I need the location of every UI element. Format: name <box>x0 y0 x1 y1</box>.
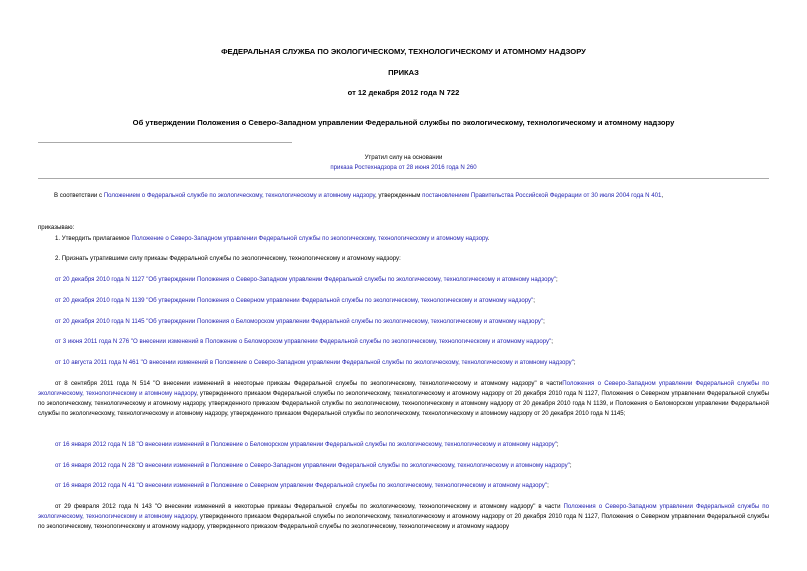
list-item-suffix: ; <box>569 462 572 469</box>
item-2: 2. Признать утратившими силу приказы Федеральной службы по экологическому, технологическому и атомному надзору: <box>55 255 401 262</box>
repeal-order-link[interactable]: приказа Ростехнадзора от 28 июня 2016 года N 260 <box>330 164 477 171</box>
list-item-link[interactable]: от 10 августа 2011 года N 461 "О внесении изменений в Положение о Северо-Западном управлении Федеральной службы по экологическому, технологическому и атомному надзору" <box>55 359 574 366</box>
divider-top <box>38 142 292 143</box>
agency-heading: ФЕДЕРАЛЬНАЯ СЛУЖБА ПО ЭКОЛОГИЧЕСКОМУ, ТЕХНОЛОГИЧЕСКОМУ И АТОМНОМУ НАДЗОРУ <box>221 47 586 56</box>
preamble-paragraph <box>38 191 769 201</box>
list-item <box>55 296 535 306</box>
order-word: приказываю: <box>38 224 75 231</box>
date-number-heading: от 12 декабря 2012 года N 722 <box>347 88 460 97</box>
item-sep-prefix: от 8 сентября 2011 года N 514 "О внесении изменений в некоторые приказы Федеральной службы по экологическому, технологическому и атомному надзору" в части <box>55 380 563 387</box>
item-1-link[interactable]: Положение о Северо-Западном управлении Федеральной службы по экологическому, технологическому и атомному надзору <box>131 235 488 242</box>
list-item-link[interactable]: от 16 января 2012 года N 41 "О внесении изменений в Положение о Северном управлении Федеральной службы по экологическому, технологическому и атомному надзору" <box>55 482 548 489</box>
preamble-link-regulation[interactable]: Положением о Федеральной службе по экологическому, технологическому и атомному надзору <box>103 192 375 199</box>
list-item-suffix: ; <box>551 338 553 345</box>
status-note-line2 <box>0 163 807 172</box>
divider-bottom <box>38 178 769 179</box>
list-item-link[interactable]: от 20 декабря 2010 года N 1145 "Об утверждении Положения о Беломорском управлении Федеральной службы по экологическому, технологическому и атомному надзору" <box>55 318 544 325</box>
item-feb-prefix: от 29 февраля 2012 года N 143 "О внесении изменений в некоторые приказы Федеральной службы по экологическому, технологическому и атомному надзору" в части <box>55 503 564 510</box>
list-item <box>55 275 558 285</box>
list-item-link[interactable]: от 20 декабря 2010 года N 1127 "Об утверждении Положения о Северо-Западном управлении Федеральной службы по экологическому, технологическому и атомному надзору" <box>55 276 556 283</box>
item-feb-suffix: , утвержденного приказом Федеральной службы по экологическому, технологическому и атомному надзору от 20 декабря 2010 года N 1127, Положения о Северном управлении Федеральной службы по экологическому, технологическому и атомному надзору, утвержденного приказом Федеральной службы по экологическому, технологическому и атомному надзору <box>38 513 769 530</box>
status-note-line1: Утратил силу на основании <box>364 154 443 161</box>
list-item-suffix: ; <box>556 441 559 448</box>
list-item <box>55 440 559 450</box>
list-item-suffix: ; <box>547 482 549 489</box>
list-item <box>55 337 553 347</box>
item-sep-paragraph <box>38 379 769 419</box>
preamble-suffix: , <box>661 192 664 199</box>
list-item-suffix: ; <box>573 359 576 366</box>
page-title: Об утверждении Положения о Северо-Западном управлении Федеральной службы по экологическому, технологическому и атомному надзору <box>132 118 675 127</box>
doc-type-heading: ПРИКАЗ <box>388 68 419 77</box>
list-item-link[interactable]: от 16 января 2012 года N 28 "О внесении изменений в Положение о Северо-Западном управлении Федеральной службы по экологическому, технологическому и атомному надзору" <box>55 462 570 469</box>
list-item <box>55 461 572 471</box>
item-1-prefix: 1. Утвердить прилагаемое <box>55 235 132 242</box>
list-item-suffix: ; <box>543 318 545 325</box>
list-item-suffix: ; <box>533 297 535 304</box>
list-item <box>55 358 576 368</box>
preamble-link-resolution[interactable]: постановлением Правительства Российской Федерации от 30 июля 2004 года N 401 <box>422 192 662 199</box>
preamble-prefix: В соответствии с <box>54 192 104 199</box>
list-item-suffix: ; <box>556 276 558 283</box>
list-item-link[interactable]: от 3 июня 2011 года N 276 "О внесении изменений в Положение о Беломорском управлении Федеральной службы по экологическому, технологическому и атомному надзору" <box>55 338 552 345</box>
item-1-suffix: . <box>487 235 490 242</box>
item-feb-link[interactable]: Положения о Северо-Западном управлении Федеральной службы по экологическому, технологическому и атомному надзору <box>38 503 769 520</box>
preamble-middle: , утвержденным <box>374 192 423 199</box>
list-item <box>55 481 549 491</box>
list-item-link[interactable]: от 16 января 2012 года N 18 "О внесении изменений в Положение о Беломорском управлении Федеральной службы по экологическому, технологическому и атомному надзору" <box>55 441 557 448</box>
item-sep-suffix: , утвержденного приказом Федеральной службы по экологическому, технологическому и атомному надзору от 20 декабря 2010 года N 1127, Положения о Северном управлении Федеральной службы по экологическому, технологическому и атомному надзору, утвержденного приказом Федеральной службы по экологическому, технологическому и атомному надзору от 20 декабря 2010 года N 1139, и Положения о Беломорском управлении Федеральной службы по экологическому, технологическому и атомному надзору, утвержденного приказом Федеральной службы по экологическому, технологическому и атомному надзору от 20 декабря 2010 года N 1145; <box>38 390 769 417</box>
item-feb-paragraph <box>38 502 769 532</box>
list-item-link[interactable]: от 20 декабря 2010 года N 1139 "Об утверждении Положения о Северном управлении Федеральной службы по экологическому, технологическому и атомному надзору" <box>55 297 534 304</box>
item-1 <box>55 234 489 244</box>
list-item <box>55 317 545 327</box>
item-sep-link[interactable]: Положения о Северо-Западном управлении Федеральной службы по экологическому, технологическому и атомному надзору <box>38 380 769 397</box>
